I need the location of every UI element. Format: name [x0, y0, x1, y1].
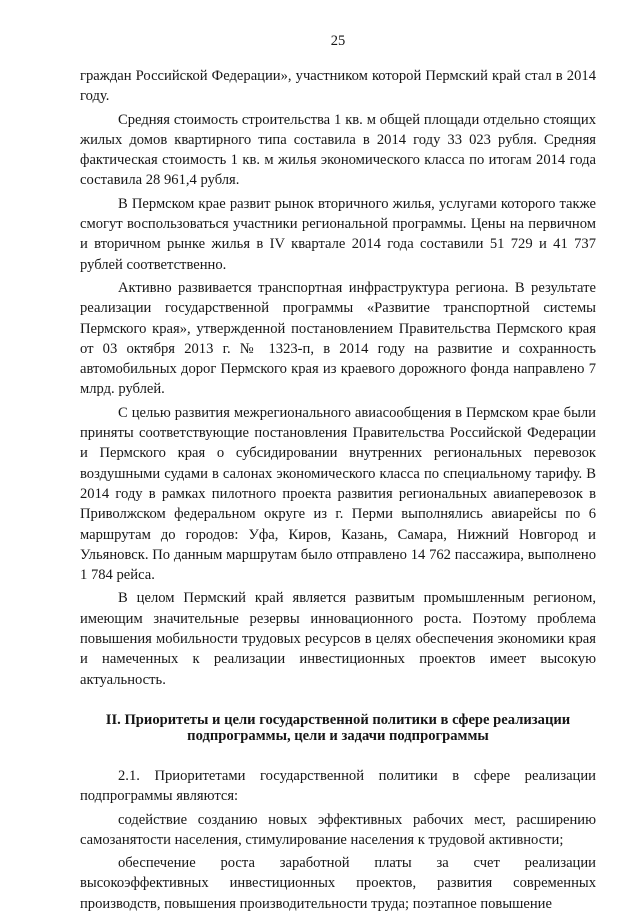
paragraph-priority-wages: обеспечение роста заработной платы за счет реализации высокоэффективных инвестиционных проектов, развития современных производств, повышения производительности труда; поэтапное повышение — [80, 855, 596, 912]
paragraph-continuation: граждан Российской Федерации», участником которой Пермский край стал в 2014 году. — [80, 68, 596, 105]
section-heading — [80, 712, 596, 744]
page-number: 25 — [330, 33, 346, 49]
document-body — [80, 66, 596, 914]
paragraph-industrial-region: В целом Пермский край является развитым промышленным регионом, имеющим значительные резервы инновационного роста. Поэтому проблема повышения мобильности трудовых ресурсов в целях обеспечения экономики края и намеченных к реализации инвестиционных проектов имеет высокую актуальность. — [80, 590, 596, 688]
section-heading-line-1: II. Приоритеты и цели государственной политики в сфере реализации — [105, 711, 571, 728]
paragraph-construction-cost: Средняя стоимость строительства 1 кв. м общей площади отдельно стоящих жилых домов квартирного типа составила в 2014 году 33 023 рубля. Средняя фактическая стоимость 1 кв. м жилья экономического класса по итогам 2014 года составила 28 961,4 рубля. — [80, 111, 596, 189]
paragraph-air-transport: С целью развития межрегионального авиасообщения в Пермском крае были приняты соответствующие постановления Правительства Российской Федерации и Пермского края о субсидировании внутренних региональных перевозок воздушными судами в салонах экономического класса по специальному тарифу. В 2014 году в рамках пилотного проекта развития региональных авиаперевозок в Приволжском федеральном округе из г. Перми выполнялись авиарейсы по 6 маршрутам до городов: Уфа, Киров, Казань, Самара, Нижний Новгород и Ульяновск. По данным маршрутам было отправлено 14 762 пассажира, выполнено 1 784 рейса. — [80, 404, 596, 584]
paragraph-transport-infrastructure: Активно развивается транспортная инфраструктура региона. В результате реализации государственной программы «Развитие транспортной системы Пермского края», утвержденной постановлением Правительства Пермского края от 03 октября 2013 г. № 1323-п, в 2014 году на развитие и сохранность автомобильных дорог Пермского края из краевого дорожного фонда направлено 7 млрд. рублей. — [80, 279, 596, 398]
paragraph-secondary-housing: В Пермском крае развит рынок вторичного жилья, услугами которого также смогут воспользоваться участники региональной программы. Цены на первичном и вторичном рынке жилья в IV квартале 2014 года составили 51 729 и 41 737 рублей соответственно. — [80, 195, 596, 273]
paragraph-priorities: 2.1. Приоритетами государственной политики в сфере реализации подпрограммы являются: — [80, 767, 596, 805]
paragraph-priority-jobs: содействие созданию новых эффективных рабочих мест, расширению самозанятости населения, стимулирование населения к трудовой активности; — [80, 811, 596, 848]
section-heading-line-2: подпрограммы, цели и задачи подпрограммы — [187, 727, 489, 744]
